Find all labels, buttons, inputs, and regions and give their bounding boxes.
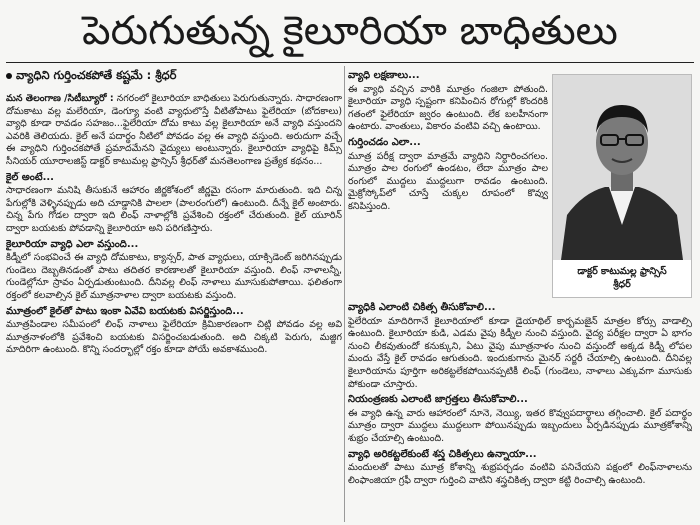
paragraph-what-is-chyle: సాధారణంగా మనిషి తీసుకునే ఆహారం జీర్ణకోశంలో జీర్ణమై రసంగా మారుతుంది. ఇది చిన్న పేగుల్లోకి వెళ్ళినప్పుడు అది చూడ్డానికి పాలలా (పాలరంగులో) ఉంటుంది. దీన్నే కైల్ అంటారు. చిన్న పేగు గోడల ద్వారా ఇది లింఫ్ నాళాల్లోకి ప్రవేశించి రక్తంలో చేరుతుంది. కైల్ యూరిన్ ద్వారా బయటకు పోవడాన్ని కైలూరియా అని పరిగణిస్తారు. — [6, 185, 342, 234]
subheading-how-it-comes: కైలూరియా వ్యాధి ఎలా వస్తుంది... — [6, 238, 139, 250]
byline-text: వ్యాధిని గుర్తించకపోతే కష్టమే : శ్రీధర్ — [16, 68, 177, 82]
portrait-illustration-icon — [553, 75, 691, 260]
paragraph-diagnosis: మూత్ర పరీక్ష ద్వారా మాత్రమే వ్యాధిని నిర్ధారించగలం. మూత్రం పాల రంగులో ఉండటం, లేదా మూత్రం పాల రంగులో ముద్దలు ముద్దలుగా రావడం ఉంటుంది. మైక్రోస్కోప్‌లో చూస్తే చుక్కల రూపంలో కొవ్వు కనిపిస్తుంది. — [348, 150, 548, 212]
column-right — [348, 68, 692, 523]
paragraph-surgery: మందులతో పాటు మూత్ర కోశాన్ని శుభ్రపర్చడం వంటివి పనిచేయని పక్షంలో లింఫ్‌నాళాలను లింఫాంజియా గ్రఫీ ద్వారా గుర్తించి వాటిని శస్త్రచికిత్స ద్వారా కట్టి రించాల్సి ఉంటుంది. — [348, 462, 692, 486]
paragraph-treatment: ఫైలేరియా మాదిరిగానే కైలూరియాలో కూడా డైయాథిల్ కార్బమజైన్ మాత్రల కోర్సు వాడాల్సి ఉంటుంది. కైలూరియా కుడి, ఎడమ వైపు కిడ్నీల నుంచి వస్తుంది. వైద్య పరీక్షల ద్వారా ఏ భాగం నుంచి లీకవుతుందో కనుక్కుని, ఏటు వైపు మూత్రనాళం నుంచి వస్తుందో అక్కడ కిడ్నీ లోపల మందు వేస్తే కైల్ రావడం ఆగుతుంది. ఇందుకుగాను మైనర్ సర్జరీ చేయాల్సి ఉంటుంది. దీనివల్ల కైలూరియాను పూర్తిగా అరికట్టలేకపోయినప్పటికీ లింఫ్ (గుండెలు, నాళాలు ఎక్కువగా మూసుకు పోకుండా చూస్తారు. — [348, 315, 692, 390]
headline-rule — [6, 62, 694, 63]
top-text — [348, 68, 548, 217]
subheading-symptoms: వ్యాధి లక్షణాలు... — [348, 70, 420, 81]
bullet-icon — [6, 73, 12, 79]
intro-text: నగరంలో కైలూరియా బాధితులు పెరుగుతున్నారు. సాధారణంగా దోమకాటు వల్ల మలేరియా, డెంగ్యూ వంటి వ్యాధులొస్తే వీటితోపాటు ఫైలేరియా (బోదకాలు) వ్యాధి కూడా రావడం సహజం...ఫైలేరియా దోమ కాటు వల్ల కైలూరియా అనే వ్యాధి వస్తుందని ఎవరికి తెలియదు. కైల్ అనే పదార్థం నీటిలో పోవడం వల్ల ఈ వ్యాధి వస్తుంది. అరుదుగా వచ్చే ఈ వ్యాధిని గుర్తించకపోతే ప్రమాదమేనని వైద్యులు అంటున్నారు. కైలూరియా వ్యాధిపై కిమ్స్ సీనియర్ యూరాలజిస్ట్ డాక్టర్ కాటుమల్ల ఫ్రాన్సిస్ శ్రీధర్‌తో మనతెలంగాణ ప్రత్యేక కథనం... — [6, 93, 342, 167]
paragraph-symptoms: ఈ వ్యాధి వచ్చిన వారికి మూత్రం గంజిలా పోతుంది. కైలూరియా వ్యాధి స్పష్టంగా కనిపించిన రోగుల్లో కొందరికి గతంలో ఫైలేరియా జ్వరం ఉంటుంది. లేక బలహీనంగా ఉంటారు. వాంతులు, వికారం వంటివి వచ్చి ఉంటాయి. — [348, 83, 548, 133]
subheading-what-is-chyle: కైల్ అంటే... — [6, 171, 54, 183]
paragraph-precautions: ఈ వ్యాధి ఉన్న వారు ఆహారంలో నూనె, నెయ్యి, ఇతర కొవ్వుపదార్థాలు తగ్గించాలి. కైల్ పదార్థం మూత్రం ద్వారా ముద్దలు ముద్దలుగా పోయినప్పుడు ఇబ్బందులు ఏర్పడినప్పుడు మూత్రకోశాన్ని శుభ్రం చేయాల్సి ఉంటుంది. — [348, 407, 692, 444]
doctor-photo — [553, 75, 691, 260]
column-divider — [344, 66, 345, 522]
subheading-treatment: వ్యాధికి ఎలాంటి చికిత్స తీసుకోవాలి... — [348, 302, 496, 313]
subheading-diagnosis: గుర్తించడం ఎలా... — [348, 136, 421, 148]
photo-caption — [553, 260, 691, 291]
headline: పెరుగుతున్న కైలూరియా బాధితులు — [82, 8, 618, 54]
top-block — [348, 68, 692, 300]
subheading-precautions: నియంత్రణకు ఎలాంటి జాగ్రత్తలు తీసుకోవాలి... — [348, 394, 528, 406]
doctor-photo-box — [552, 74, 692, 298]
caption-line-2: శ్రీధర్ — [613, 279, 631, 290]
dateline: మన తెలంగాణ /సిటీబ్యూరో : — [6, 93, 114, 104]
subheading-excreted: మూత్రంలో కైల్‌తో పాటు ఇంకా ఏవేవి బయటకు విసర్జిస్తుంది... — [6, 305, 244, 317]
paragraph-how-it-comes: కిడ్నీలో సంభవించే ఈ వ్యాధి దోమకాటు, క్యాన్సర్, పాత వ్యాధులు, యాక్సిడెంట్ జరిగినప్పుడు గుండెలు దెబ్బతినడంతో పాటు తదితర కారణాలతో కైలూరియా వస్తుంది. లింఫ్ నాళాలన్నీ, గుండెల్లోనూ స్రావం ఏర్పడుతుంటుంది. దీనివల్ల లింఫ్ నాళాలు మూసుకుపోతాయి. ఫలితంగా రక్తంలో కలవాల్సిన కైల్ మూత్రనాళాల ద్వారా బయటకు వస్తుంది. — [6, 252, 342, 301]
column-left — [6, 68, 342, 523]
subheading-surgery: వ్యాధి అరికట్టలేకుంటే శస్త్ర చికిత్సలు ఉన్నాయా... — [348, 448, 537, 460]
caption-line-1: డాక్టర్ కాటుమల్ల ఫ్రాన్సిస్ — [577, 266, 667, 277]
paragraph-excreted: మూత్రపిండాల సమీపంలో లింఫ్ నాళాలు ఫైలేరియా క్రిమికారణంగా చిట్లి పోవడం వల్ల అవి మూత్రనాళంలోకి ప్రవేశించి బయటకు విసర్జించబడుతుంది. అది చిక్కటి పెరుగు, మజ్జిగ మాదిరిగా ఉంటుంది. కొన్ని సందర్భాల్లో రక్తం కూడా పోయే అవకాశముంది. — [6, 319, 342, 356]
intro-paragraph — [6, 93, 342, 169]
byline — [6, 68, 342, 85]
